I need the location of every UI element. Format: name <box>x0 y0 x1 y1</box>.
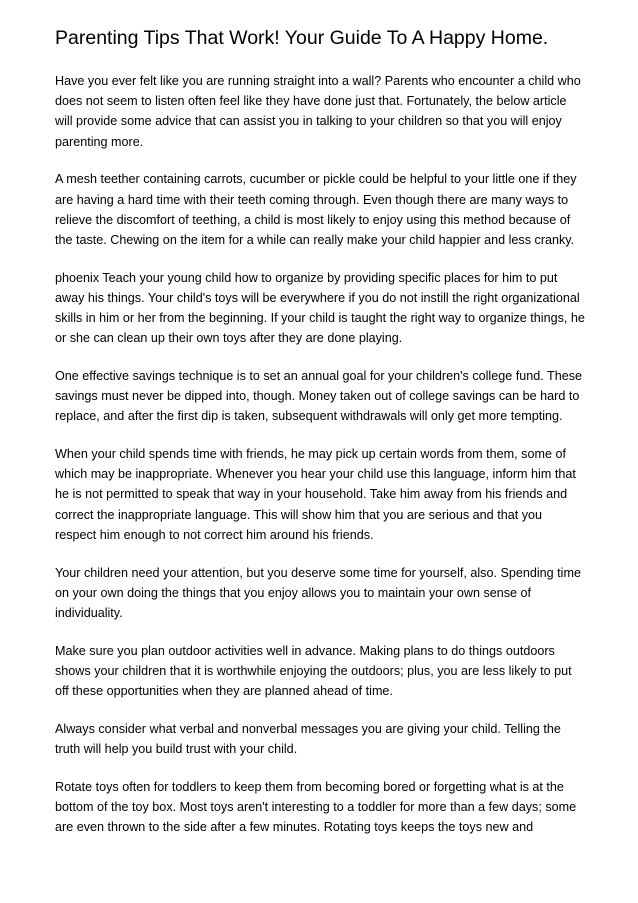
paragraph-6: Your children need your attention, but you deserve some time for yourself, also. Spending time on your own doing the things that you enjoy allows you to maintain your own sense of individuality. <box>55 565 581 620</box>
paragraph-2: A mesh teether containing carrots, cucumber or pickle could be helpful to your little one if they are having a hard time with their teeth coming through. Even though there are many ways to relieve the discomfort of teething, a child is most likely to enjoy using this method because of the taste. Chewing on the item for a while can really make your child happier and less cranky. <box>55 172 577 247</box>
paragraph-9: Rotate toys often for toddlers to keep them from becoming bored or forgetting what is at the bottom of the toy box. Most toys aren't interesting to a toddler for more than a few days; some are even thrown to the side after a few minutes. Rotating toys keeps the toys new and <box>55 779 577 835</box>
paragraph-1: Have you ever felt like you are running straight into a wall? Parents who encounter a child who does not seem to listen often feel like they have done just that. Fortunately, the below article will provide some advice that can assist you in talking to your children so that you will enjoy parenting more. <box>55 74 581 149</box>
paragraph-3: phoenix Teach your young child how to organize by providing specific places for him to put away his things. Your child's toys will be everywhere if you do not instill the right organizational skills in him or her from the beginning. If your child is taught the right way to organize things, he or she can clean up their own toys after they are done playing. <box>55 270 585 346</box>
paragraph-5: When your child spends time with friends, he may pick up certain words from them, some of which may be inappropriate. Whenever you hear your child use this language, inform him that he is not permitted to speak that way in your household. Take him away from his friends and correct the inappropriate language. This will show him that you are serious and that you respect him enough to not correct him around his friends. <box>55 447 576 542</box>
paragraph-4: One effective savings technique is to set an annual goal for your children's college fund. These savings must never be dipped into, though. Money taken out of college savings can be hard to replace, and after the first dip is taken, subsequent withdrawals will only get more tempting. <box>55 368 583 424</box>
paragraph-7: Make sure you plan outdoor activities well in advance. Making plans to do things outdoors shows your children that it is worthwhile enjoying the outdoors; plus, you are less likely to put off these opportunities when they are planned ahead of time. <box>55 643 572 699</box>
paragraph-8: Always consider what verbal and nonverbal messages you are giving your child. Telling the truth will help you build trust with your child. <box>55 721 561 756</box>
document-title: Parenting Tips That Work! Your Guide To A Happy Home. <box>55 27 549 49</box>
document-page <box>55 26 585 855</box>
